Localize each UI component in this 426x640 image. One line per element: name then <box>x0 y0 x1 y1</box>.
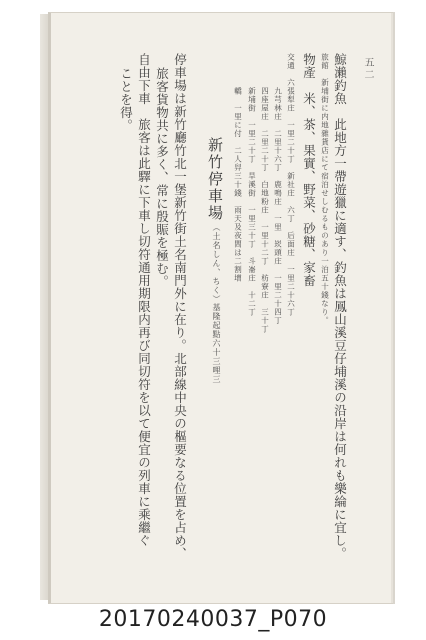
text-column-free-alight: 自由下車 旅客は此驛に下車し切符通用期限内再び同切符を以て便宜の列車に乘繼ぐ <box>136 53 152 547</box>
page-edge <box>40 14 48 600</box>
page-number: 五二 <box>362 57 373 81</box>
station-distance: 基隆起點六十三哩三 <box>212 303 221 384</box>
text-column-transport-3: 四座屋庄 二里二十丁 白地粉庄 一里十二丁 枋寮庄 三十丁 <box>260 87 270 334</box>
station-reading: （土名しん、ちく） <box>212 223 221 304</box>
text-column-station-2: 旅客貨物共に多く、常に殷賑を極む。 <box>154 67 170 288</box>
text-column-transport-2: 九芎林庄 二里十六丁 鹿鳴庄 一里 崁頭庄 一里二十四丁 <box>273 87 283 325</box>
document-page <box>48 12 393 604</box>
text-column-products: 物產 米、茶、果實、野菜、砂糖、家畜 <box>301 53 317 287</box>
text-column-free-alight-end: ことを得。 <box>118 67 134 132</box>
text-column-transport-4: 新埔街 一里二十丁 旱溪街 一里三十丁 斗崙庄 十二丁 <box>247 87 257 317</box>
image-id-caption: 20170240037_P070 <box>98 607 328 632</box>
text-column-inn: 旅館 新埔街に内地雜貨店にて宿泊せしむるものあり一泊五十錢なり。 <box>320 53 330 325</box>
text-column-palanquin: 轎 一里に付 二人舁三十錢 雨天及夜間は二割增 <box>233 87 243 283</box>
station-title: 新竹停車場 <box>206 137 224 222</box>
text-column-fishing: 鯨瀨釣魚 此地方一帶遊獵に適す、釣魚は鳳山溪豆仔埔溪の沿岸は何れも樂綸に宜し。 <box>332 53 348 560</box>
text-column-station-1: 停車場は新竹廳竹北一堡新竹街土名南門外に在り。北部線中央の樞要なる位置を占め、 <box>172 53 188 560</box>
text-column-transport-1: 交通 六張犁庄 一里二十丁 新社庄 六丁 后面庄 一里二十六丁 <box>286 53 296 317</box>
